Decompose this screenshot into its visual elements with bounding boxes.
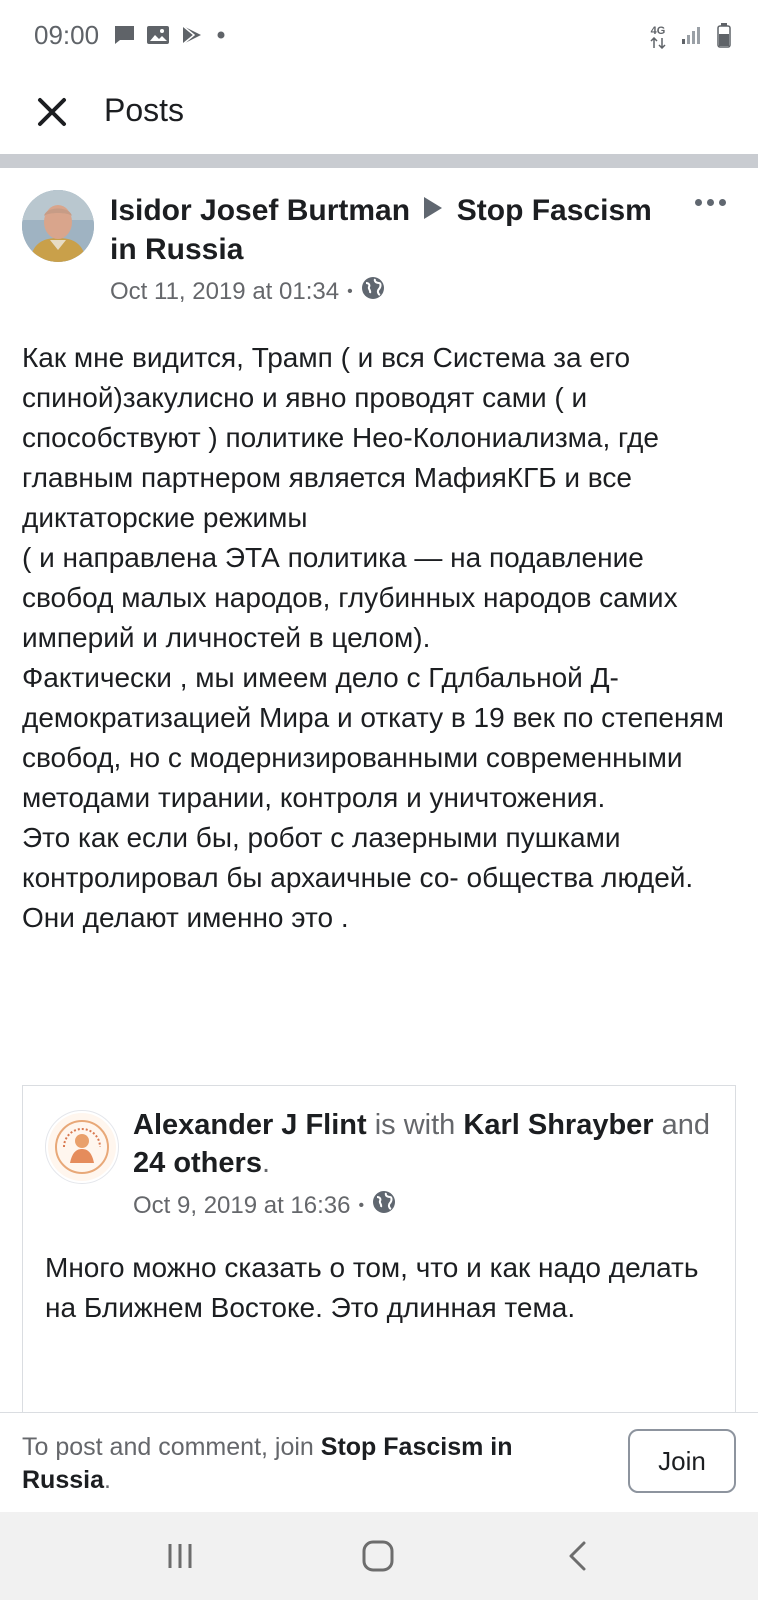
author-name[interactable]: Isidor Josef Burtman: [110, 194, 411, 227]
post-meta: [110, 276, 385, 307]
dot: [719, 199, 726, 206]
shared-post-card[interactable]: [22, 1085, 736, 1416]
close-button[interactable]: [30, 90, 74, 134]
network-label: 4G: [650, 25, 666, 37]
join-group-name[interactable]: Stop Fascism in Russia: [22, 1433, 513, 1494]
meta-separator: •: [358, 1196, 365, 1214]
join-suffix: .: [103, 1466, 111, 1494]
period: .: [261, 1147, 271, 1179]
close-icon: [37, 97, 67, 127]
arrow-right-icon: [422, 193, 444, 231]
shared-author-name[interactable]: Alexander J Flint: [133, 1109, 367, 1141]
globe-icon: [361, 276, 385, 307]
system-icons: [650, 22, 732, 53]
signal-icon: [680, 24, 702, 51]
author-avatar[interactable]: [22, 190, 94, 262]
status-bar: [0, 0, 758, 72]
dot: [707, 199, 714, 206]
shared-post-title: [133, 1106, 713, 1182]
recent-apps-button[interactable]: [156, 1534, 204, 1578]
join-button[interactable]: Join: [628, 1429, 736, 1493]
join-bar: [0, 1412, 758, 1513]
shared-post-meta: [133, 1190, 396, 1221]
is-with-text: is with: [374, 1109, 456, 1141]
back-button[interactable]: [554, 1534, 602, 1578]
posts-header: [0, 72, 758, 154]
network-4g-icon: [650, 26, 666, 49]
more-options-button[interactable]: [692, 192, 728, 212]
system-nav-bar: [0, 1512, 758, 1600]
shared-post-body: Много можно сказать о том, что и как надо делать на Ближнем Востоке. Это длинная тема.: [45, 1252, 699, 1323]
battery-icon: [716, 22, 732, 53]
join-prompt: [22, 1431, 582, 1497]
divider: [0, 154, 758, 168]
play-store-icon: [180, 24, 204, 51]
dot: [695, 199, 702, 206]
shared-post-date[interactable]: Oct 9, 2019 at 16:36: [133, 1191, 351, 1219]
home-icon: [361, 1539, 395, 1573]
group-name[interactable]: Stop Fascism in Russia: [110, 194, 652, 267]
shared-author-avatar[interactable]: [45, 1110, 119, 1184]
and-text: and: [661, 1109, 711, 1141]
post-title: [110, 192, 670, 269]
back-icon: [566, 1540, 590, 1572]
meta-separator: •: [347, 282, 353, 300]
status-time: 09:00: [34, 20, 100, 50]
post-body: Как мне видится, Трамп ( и вся Система за его спиной)закулисно и явно проводят сами ( и способствуют ) политике Нео-Колониализма, где главным партнером является МафияКГБ и все диктаторские режимы ( и направлена ЭТА политика — на подавление свобод малых народов, глубинных народов самих империй и личностей в целом). Фактически , мы имеем дело с Гдлбальной Д-демократизацией Мира и откату в 19 век по степеням свобод, но с модернизированными современными методами тирании, контроля и уничтожения. Это как если бы, робот с лазерными пушками контролировал бы архаичные со- общества людей. Они делают именно это .: [22, 342, 724, 933]
image-icon: [146, 24, 170, 51]
tagged-person[interactable]: Karl Shrayber: [463, 1109, 654, 1141]
page-title: Posts: [104, 92, 185, 128]
others-link[interactable]: 24 others: [133, 1147, 262, 1179]
globe-icon: [372, 1190, 396, 1221]
join-prefix: To post and comment, join: [22, 1433, 321, 1461]
post-date[interactable]: Oct 11, 2019 at 01:34: [110, 277, 340, 305]
post-header: [0, 168, 758, 318]
notification-icons: [112, 24, 228, 51]
dot-icon: [214, 24, 228, 51]
message-icon: [112, 24, 136, 51]
home-button[interactable]: [354, 1534, 402, 1578]
recent-apps-icon: [165, 1542, 195, 1570]
